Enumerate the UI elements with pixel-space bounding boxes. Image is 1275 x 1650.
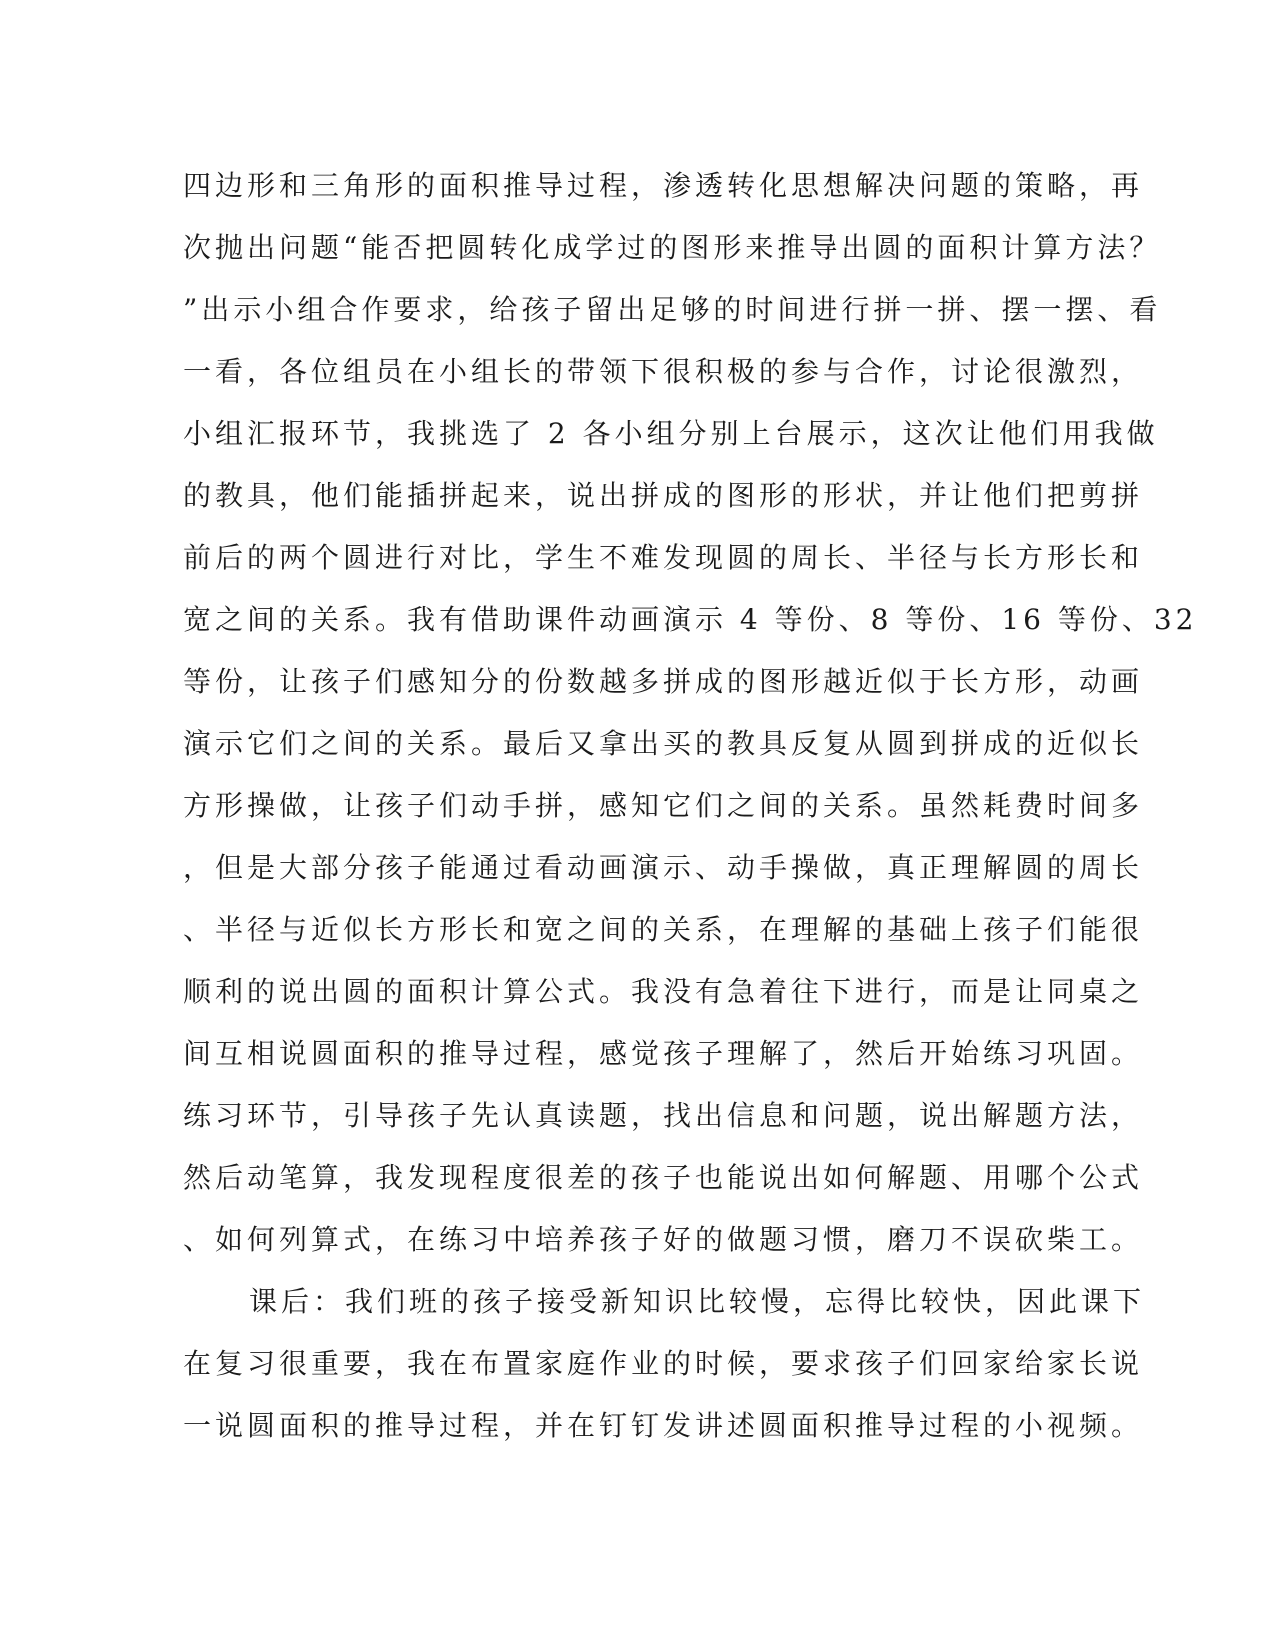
text-line-8: 宽之间的关系。我有借助课件动画演示 4 等份、8 等份、16 等份、32 [183, 603, 1198, 636]
text-line-17: 然后动笔算，我发现程度很差的孩子也能说出如何解题、用哪个公式 [183, 1161, 1144, 1194]
text-line-2: 次抛出问题“能否把圆转化成学过的图形来推导出圆的面积计算方法？ [183, 231, 1162, 264]
text-line-9: 等份，让孩子们感知分的份数越多拼成的图形越近似于长方形，动画 [183, 665, 1144, 698]
text-line-5: 小组汇报环节，我挑选了 2 各小组分别上台展示，这次让他们用我做 [183, 417, 1159, 450]
text-line-3: ”出示小组合作要求，给孩子留出足够的时间进行拼一拼、摆一摆、看 [183, 293, 1162, 326]
text-line-15: 间互相说圆面积的推导过程，感觉孩子理解了，然后开始练习巩固。 [183, 1037, 1144, 1070]
text-line-13: 、半径与近似长方形长和宽之间的关系，在理解的基础上孩子们能很 [183, 913, 1144, 946]
text-line-11: 方形操做，让孩子们动手拼，感知它们之间的关系。虽然耗费时间多 [183, 789, 1144, 822]
text-line-21: 一说圆面积的推导过程，并在钉钉发讲述圆面积推导过程的小视频。 [183, 1409, 1144, 1442]
text-line-18: 、如何列算式，在练习中培养孩子好的做题习惯，磨刀不误砍柴工。 [183, 1223, 1144, 1256]
text-line-14: 顺利的说出圆的面积计算公式。我没有急着往下进行，而是让同桌之 [183, 975, 1144, 1008]
text-line-6: 的教具，他们能插拼起来，说出拼成的图形的形状，并让他们把剪拼 [183, 479, 1144, 512]
body-text [183, 155, 1198, 1457]
text-line-20: 在复习很重要，我在布置家庭作业的时候，要求孩子们回家给家长说 [183, 1347, 1144, 1380]
text-line-19-paragraph-start: 课后：我们班的孩子接受新知识比较慢，忘得比较快，因此课下 [249, 1285, 1146, 1318]
text-line-12: ，但是大部分孩子能通过看动画演示、动手操做，真正理解圆的周长 [183, 851, 1144, 884]
text-line-10: 演示它们之间的关系。最后又拿出买的教具反复从圆到拼成的近似长 [183, 727, 1144, 760]
text-line-4: 一看，各位组员在小组长的带领下很积极的参与合作，讨论很激烈， [183, 355, 1144, 388]
text-line-7: 前后的两个圆进行对比，学生不难发现圆的周长、半径与长方形长和 [183, 541, 1144, 574]
text-line-1: 四边形和三角形的面积推导过程，渗透转化思想解决问题的策略，再 [183, 169, 1144, 202]
text-line-16: 练习环节，引导孩子先认真读题，找出信息和问题，说出解题方法， [183, 1099, 1144, 1132]
